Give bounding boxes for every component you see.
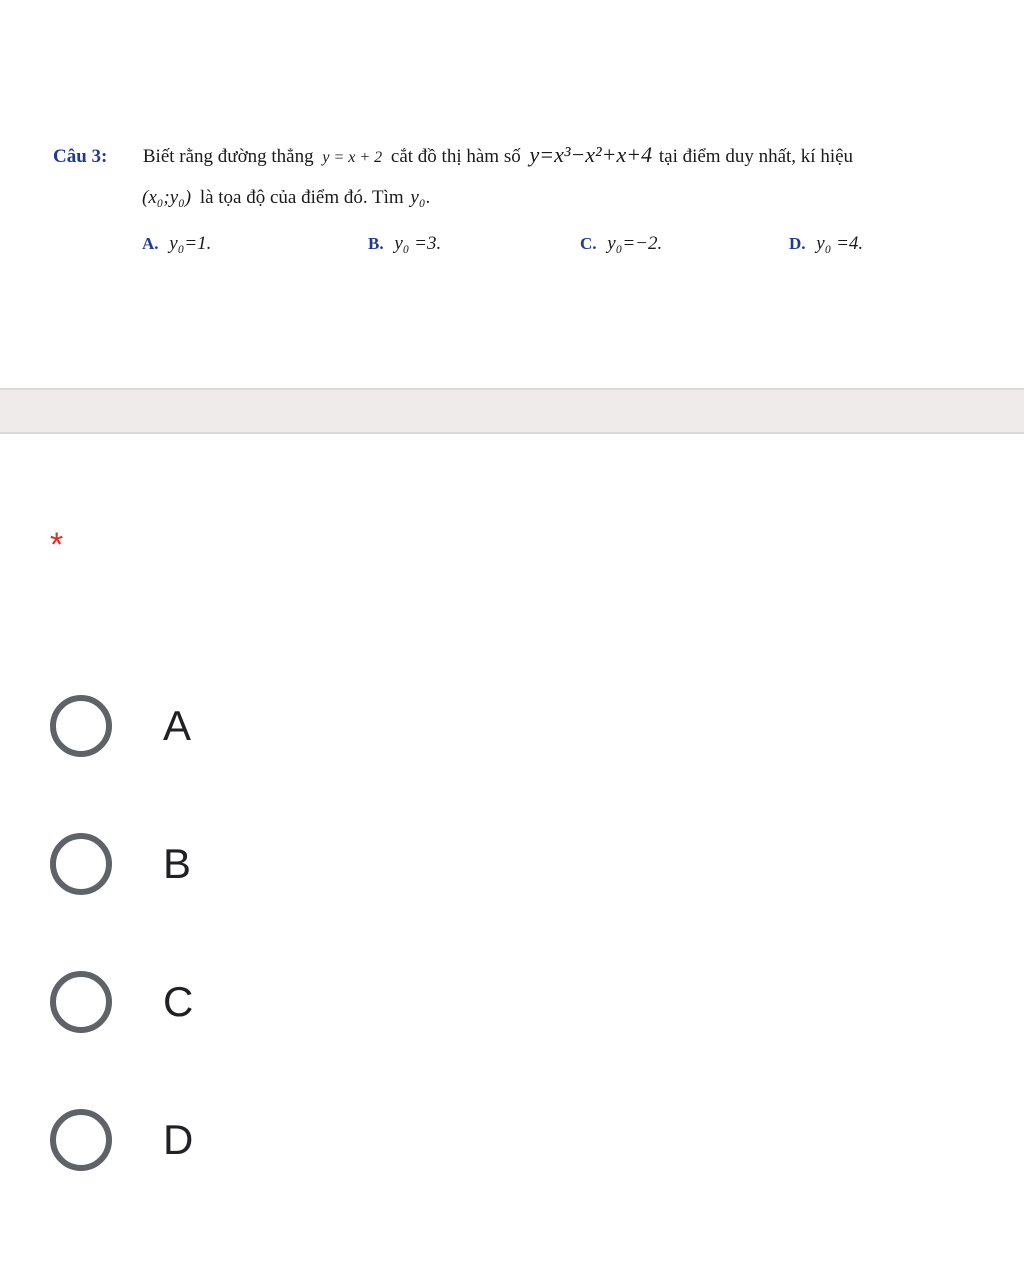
choice-label-b[interactable]: B bbox=[163, 840, 192, 887]
question-line-1 bbox=[53, 143, 853, 170]
radio-button-a[interactable] bbox=[50, 695, 112, 757]
question-image bbox=[0, 0, 1024, 388]
option-a bbox=[142, 232, 211, 256]
question-text-1: Biết rằng đường thẳng bbox=[142, 146, 314, 167]
choice-a[interactable] bbox=[50, 690, 191, 762]
option-expression: y₀ =3. bbox=[394, 233, 442, 254]
choice-d[interactable] bbox=[50, 1104, 193, 1176]
choice-c[interactable] bbox=[50, 966, 193, 1038]
option-expression: y₀=−2. bbox=[607, 233, 663, 254]
required-marker: * bbox=[50, 526, 64, 564]
option-letter: A. bbox=[142, 234, 159, 253]
option-d bbox=[789, 232, 863, 256]
choice-b[interactable] bbox=[50, 828, 191, 900]
question-text-3: tại điểm duy nhất, kí hiệu bbox=[658, 146, 854, 167]
question-text-4: là tọa độ của điểm đó. Tìm bbox=[199, 187, 404, 208]
question-line-2 bbox=[142, 186, 430, 210]
choice-label-a[interactable]: A bbox=[163, 702, 192, 749]
option-letter: C. bbox=[580, 234, 597, 253]
option-expression: y₀=1. bbox=[169, 233, 212, 254]
option-c bbox=[580, 232, 662, 256]
question-text-2: cắt đồ thị hàm số bbox=[390, 146, 521, 167]
choice-label-c[interactable]: C bbox=[163, 978, 194, 1025]
point-notation: (x₀;y₀) bbox=[142, 187, 192, 208]
line-equation: y = x + 2 bbox=[322, 149, 383, 166]
section-divider bbox=[0, 388, 1024, 434]
question-end-punct: . bbox=[425, 187, 431, 208]
choice-label-d[interactable]: D bbox=[163, 1116, 194, 1163]
radio-button-c[interactable] bbox=[50, 971, 112, 1033]
option-expression: y₀ =4. bbox=[816, 233, 864, 254]
radio-button-b[interactable] bbox=[50, 833, 112, 895]
option-letter: B. bbox=[368, 234, 384, 253]
radio-button-d[interactable] bbox=[50, 1109, 112, 1171]
function-equation: y=x³−x²+x+4 bbox=[529, 142, 653, 167]
option-letter: D. bbox=[789, 234, 806, 253]
option-b bbox=[368, 232, 441, 256]
question-number: Câu 3: bbox=[53, 146, 108, 167]
target-variable: y₀ bbox=[410, 187, 426, 208]
